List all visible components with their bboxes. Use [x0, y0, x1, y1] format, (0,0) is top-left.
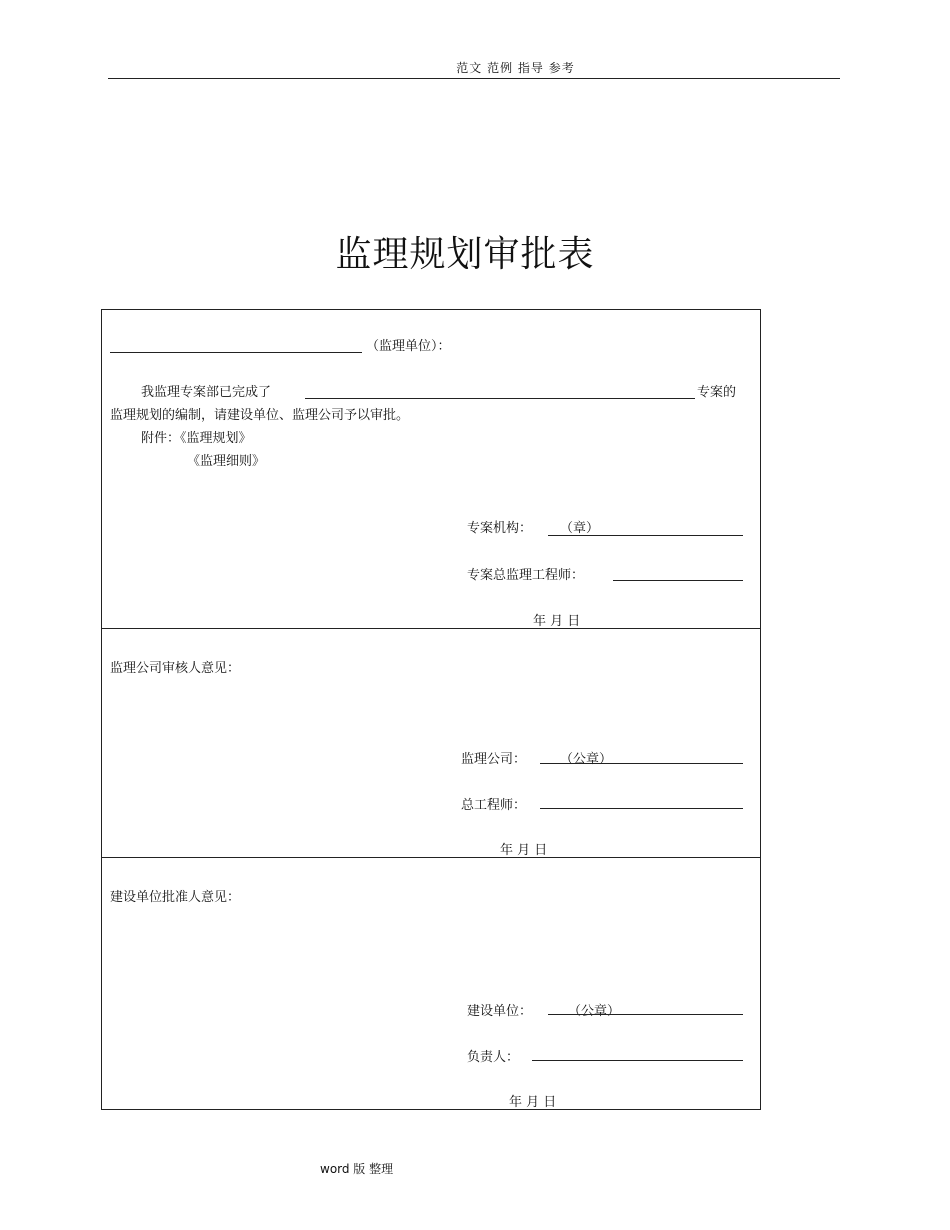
- body-line1-suffix: 专案的: [697, 385, 737, 400]
- chief-engineer-label: 总工程师：: [461, 798, 527, 813]
- project-org-blank[interactable]: [548, 535, 743, 536]
- responsible-person-label: 负责人：: [467, 1050, 520, 1065]
- body-line1-prefix: 我监理专案部已完成了: [141, 385, 272, 400]
- addressee-suffix: （监理单位）：: [366, 339, 451, 354]
- project-org-seal: （章）: [560, 521, 600, 536]
- attachment-item-2: 《监理细则》: [187, 454, 266, 469]
- chief-supervisor-label: 专案总监理工程师：: [467, 568, 585, 583]
- chief-supervisor-blank[interactable]: [613, 580, 743, 581]
- section2-date: 年 月 日: [500, 843, 548, 858]
- owner-approval-heading: 建设单位批准人意见：: [110, 890, 241, 905]
- owner-unit-seal: （公章）: [568, 1004, 621, 1019]
- owner-unit-label: 建设单位：: [467, 1004, 533, 1019]
- chief-engineer-blank[interactable]: [540, 808, 743, 809]
- section-divider-1: [101, 628, 761, 629]
- header-rule: [108, 78, 840, 79]
- owner-unit-blank[interactable]: [548, 1014, 743, 1015]
- project-org-label: 专案机构：: [467, 521, 533, 536]
- supervision-unit-blank[interactable]: [110, 352, 362, 353]
- document-title: 监理规划审批表: [335, 234, 595, 275]
- attachment-label: 附件：《监理规划》: [141, 431, 252, 446]
- project-name-blank[interactable]: [305, 398, 695, 399]
- page-header: 范文 范例 指导 参考: [456, 61, 575, 75]
- section3-date: 年 月 日: [509, 1095, 557, 1110]
- company-review-heading: 监理公司审核人意见：: [110, 661, 241, 676]
- page-footer: word 版 整理: [320, 1162, 394, 1176]
- responsible-person-blank[interactable]: [532, 1060, 743, 1061]
- company-label: 监理公司：: [461, 752, 527, 767]
- section1-date: 年 月 日: [533, 614, 581, 629]
- section-divider-2: [101, 857, 761, 858]
- company-seal: （公章）: [560, 752, 613, 767]
- company-blank[interactable]: [540, 763, 743, 764]
- body-line2: 监理规划的编制，请建设单位、监理公司予以审批。: [110, 408, 410, 423]
